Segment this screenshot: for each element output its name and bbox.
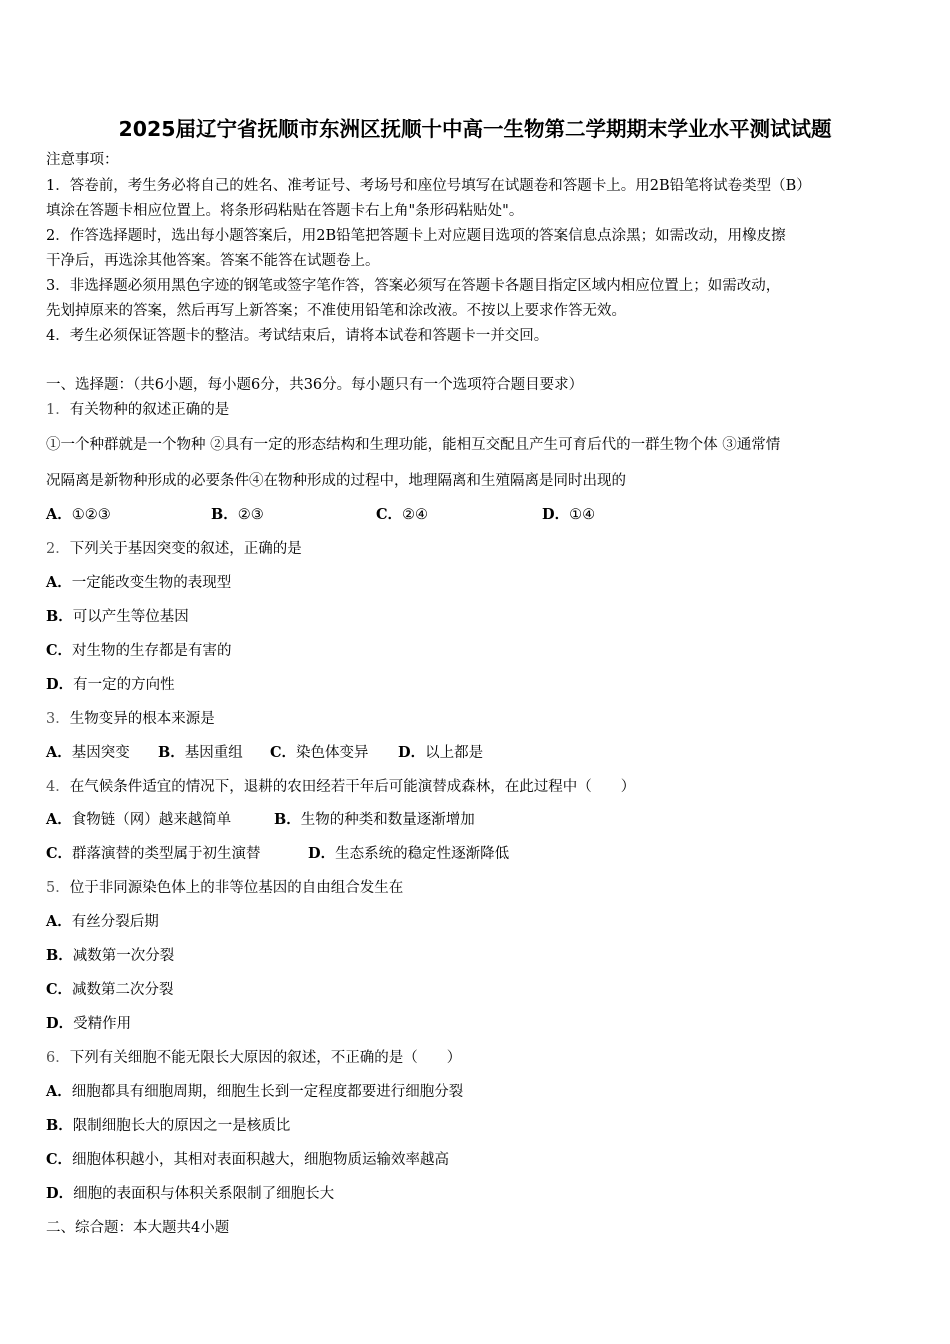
- option-label: D．: [542, 506, 570, 523]
- option-b[interactable]: [46, 946, 174, 966]
- notice-line: 2．作答选择题时，选出每小题答案后，用2B铅笔把答题卡上对应题目选项的答案信息点涂黑；如需改动，用橡皮擦: [46, 228, 786, 244]
- option-c[interactable]: [46, 844, 261, 864]
- question-number: 5．: [46, 880, 70, 896]
- option-text: 对生物的生存都是有害的: [72, 643, 232, 659]
- option-c[interactable]: [376, 505, 428, 525]
- option-text: 受精作用: [73, 1016, 132, 1032]
- question-number: 4．: [46, 779, 70, 795]
- option-text: 可以产生等位基因: [72, 609, 189, 625]
- option-a[interactable]: [46, 912, 159, 932]
- option-text: 一定能改变生物的表现型: [71, 575, 232, 591]
- option-text: 限制细胞长大的原因之一是核质比: [72, 1118, 291, 1134]
- option-text: 染色体变异: [296, 745, 369, 761]
- option-label: B．: [46, 608, 73, 625]
- option-label: D．: [398, 744, 426, 761]
- option-d[interactable]: [398, 743, 483, 763]
- option-label: C．: [46, 642, 73, 659]
- option-a[interactable]: [46, 1082, 463, 1102]
- question-3-options: [46, 743, 906, 763]
- option-a[interactable]: [46, 743, 130, 763]
- question-stem: 位于非同源染色体上的非等位基因的自由组合发生在: [69, 880, 404, 896]
- option-text: 食物链（网）越来越简单: [71, 812, 232, 828]
- notice-heading: 注意事项：: [46, 152, 119, 168]
- question-1-options: [46, 505, 906, 525]
- question-number: 3．: [46, 711, 70, 727]
- option-text: 以上都是: [425, 745, 484, 761]
- option-label: B．: [274, 811, 301, 828]
- notice-line: 3．非选择题必须用黑色字迹的钢笔或签字笔作答，答案必须写在答题卡各题目指定区域内相应位置上；如需改动，: [46, 278, 781, 294]
- option-a[interactable]: [46, 810, 231, 830]
- option-a[interactable]: [46, 573, 231, 593]
- question-number: 1．: [46, 402, 70, 418]
- option-label: A．: [46, 574, 72, 591]
- notice-line: 填涂在答题卡相应位置上。将条形码粘贴在答题卡右上角"条形码粘贴处"。: [46, 203, 524, 219]
- question-number: 2．: [46, 541, 70, 557]
- option-a[interactable]: [46, 505, 111, 525]
- option-text: ①④: [569, 507, 596, 523]
- notice-line: 1．答卷前，考生务必将自己的姓名、准考证号、考场号和座位号填写在试题卷和答题卡上。用2B铅笔将试卷类型（B）: [46, 178, 811, 194]
- question-4: [46, 777, 635, 797]
- section-heading-comprehensive: 二、综合题：本大题共4小题: [46, 1220, 230, 1236]
- option-label: A．: [46, 744, 72, 761]
- option-text: 细胞体积越小，其相对表面积越大，细胞物质运输效率越高: [72, 1152, 450, 1168]
- notice-line: 干净后，再选涂其他答案。答案不能答在试题卷上。: [46, 253, 380, 269]
- option-label: A．: [46, 506, 72, 523]
- question-1-detail: 况隔离是新物种形成的必要条件④在物种形成的过程中，地理隔离和生殖隔离是同时出现的: [46, 473, 626, 489]
- option-text: 有丝分裂后期: [71, 914, 159, 930]
- notice-line: 4．考生必须保证答题卡的整洁。考试结束后，请将本试卷和答题卡一并交回。: [46, 328, 549, 344]
- option-text: ②④: [402, 507, 429, 523]
- option-label: C．: [270, 744, 297, 761]
- option-label: D．: [46, 676, 74, 693]
- option-label: C．: [46, 981, 73, 998]
- option-b[interactable]: [158, 743, 243, 763]
- question-1-detail: ①一个种群就是一个物种 ②具有一定的形态结构和生理功能，能相互交配且产生可育后代的一群生物个体 ③通常情: [46, 437, 781, 453]
- option-label: B．: [46, 947, 73, 964]
- option-d[interactable]: [46, 675, 175, 695]
- question-2: [46, 539, 302, 559]
- option-text: ①②③: [71, 507, 111, 523]
- option-label: B．: [46, 1117, 73, 1134]
- option-label: A．: [46, 1083, 72, 1100]
- option-text: 减数第一次分裂: [72, 948, 175, 964]
- option-d[interactable]: [308, 844, 509, 864]
- option-label: C．: [46, 845, 73, 862]
- option-label: A．: [46, 811, 72, 828]
- question-3: [46, 709, 215, 729]
- question-4-options-ab: [46, 810, 906, 830]
- option-label: C．: [376, 506, 403, 523]
- option-label: B．: [158, 744, 185, 761]
- option-b[interactable]: [211, 505, 264, 525]
- question-number: 6．: [46, 1050, 70, 1066]
- option-text: 细胞都具有细胞周期，细胞生长到一定程度都要进行细胞分裂: [71, 1084, 464, 1100]
- option-text: 细胞的表面积与体积关系限制了细胞长大: [73, 1186, 335, 1202]
- option-c[interactable]: [46, 980, 174, 1000]
- question-5: [46, 878, 403, 898]
- option-b[interactable]: [46, 1116, 290, 1136]
- question-stem: 有关物种的叙述正确的是: [69, 402, 230, 418]
- option-text: 基因重组: [184, 745, 243, 761]
- option-c[interactable]: [46, 641, 232, 661]
- question-4-options-cd: [46, 844, 906, 864]
- question-stem: 下列关于基因突变的叙述，正确的是: [69, 541, 302, 557]
- option-text: 有一定的方向性: [73, 677, 175, 693]
- option-d[interactable]: [46, 1184, 334, 1204]
- option-label: A．: [46, 913, 72, 930]
- option-text: 生态系统的稳定性逐渐降低: [335, 846, 510, 862]
- option-label: D．: [308, 845, 336, 862]
- section-heading-choice: 一、选择题：（共6小题，每小题6分，共36分。每小题只有一个选项符合题目要求）: [46, 377, 584, 393]
- option-c[interactable]: [270, 743, 369, 763]
- question-6: [46, 1048, 461, 1068]
- question-stem: 下列有关细胞不能无限长大原因的叙述，不正确的是（ ）: [69, 1050, 462, 1066]
- option-c[interactable]: [46, 1150, 449, 1170]
- option-text: 基因突变: [71, 745, 130, 761]
- option-b[interactable]: [274, 810, 475, 830]
- page-title: 2025届辽宁省抚顺市东洲区抚顺十中高一生物第二学期期末学业水平测试试题: [118, 117, 832, 141]
- option-label: D．: [46, 1185, 74, 1202]
- notice-line: 先划掉原来的答案，然后再写上新答案；不准使用铅笔和涂改液。不按以上要求作答无效。: [46, 303, 626, 319]
- option-label: C．: [46, 1151, 73, 1168]
- option-text: ②③: [237, 507, 264, 523]
- option-d[interactable]: [542, 505, 595, 525]
- option-text: 减数第二次分裂: [72, 982, 174, 998]
- option-d[interactable]: [46, 1014, 131, 1034]
- option-text: 群落演替的类型属于初生演替: [72, 846, 261, 862]
- option-label: D．: [46, 1015, 74, 1032]
- option-text: 生物的种类和数量逐渐增加: [300, 812, 475, 828]
- option-b[interactable]: [46, 607, 189, 627]
- question-stem: 在气候条件适宜的情况下，退耕的农田经若干年后可能演替成森林，在此过程中（ ）: [69, 779, 636, 795]
- question-1: [46, 400, 229, 420]
- question-stem: 生物变异的根本来源是: [69, 711, 215, 727]
- option-label: B．: [211, 506, 238, 523]
